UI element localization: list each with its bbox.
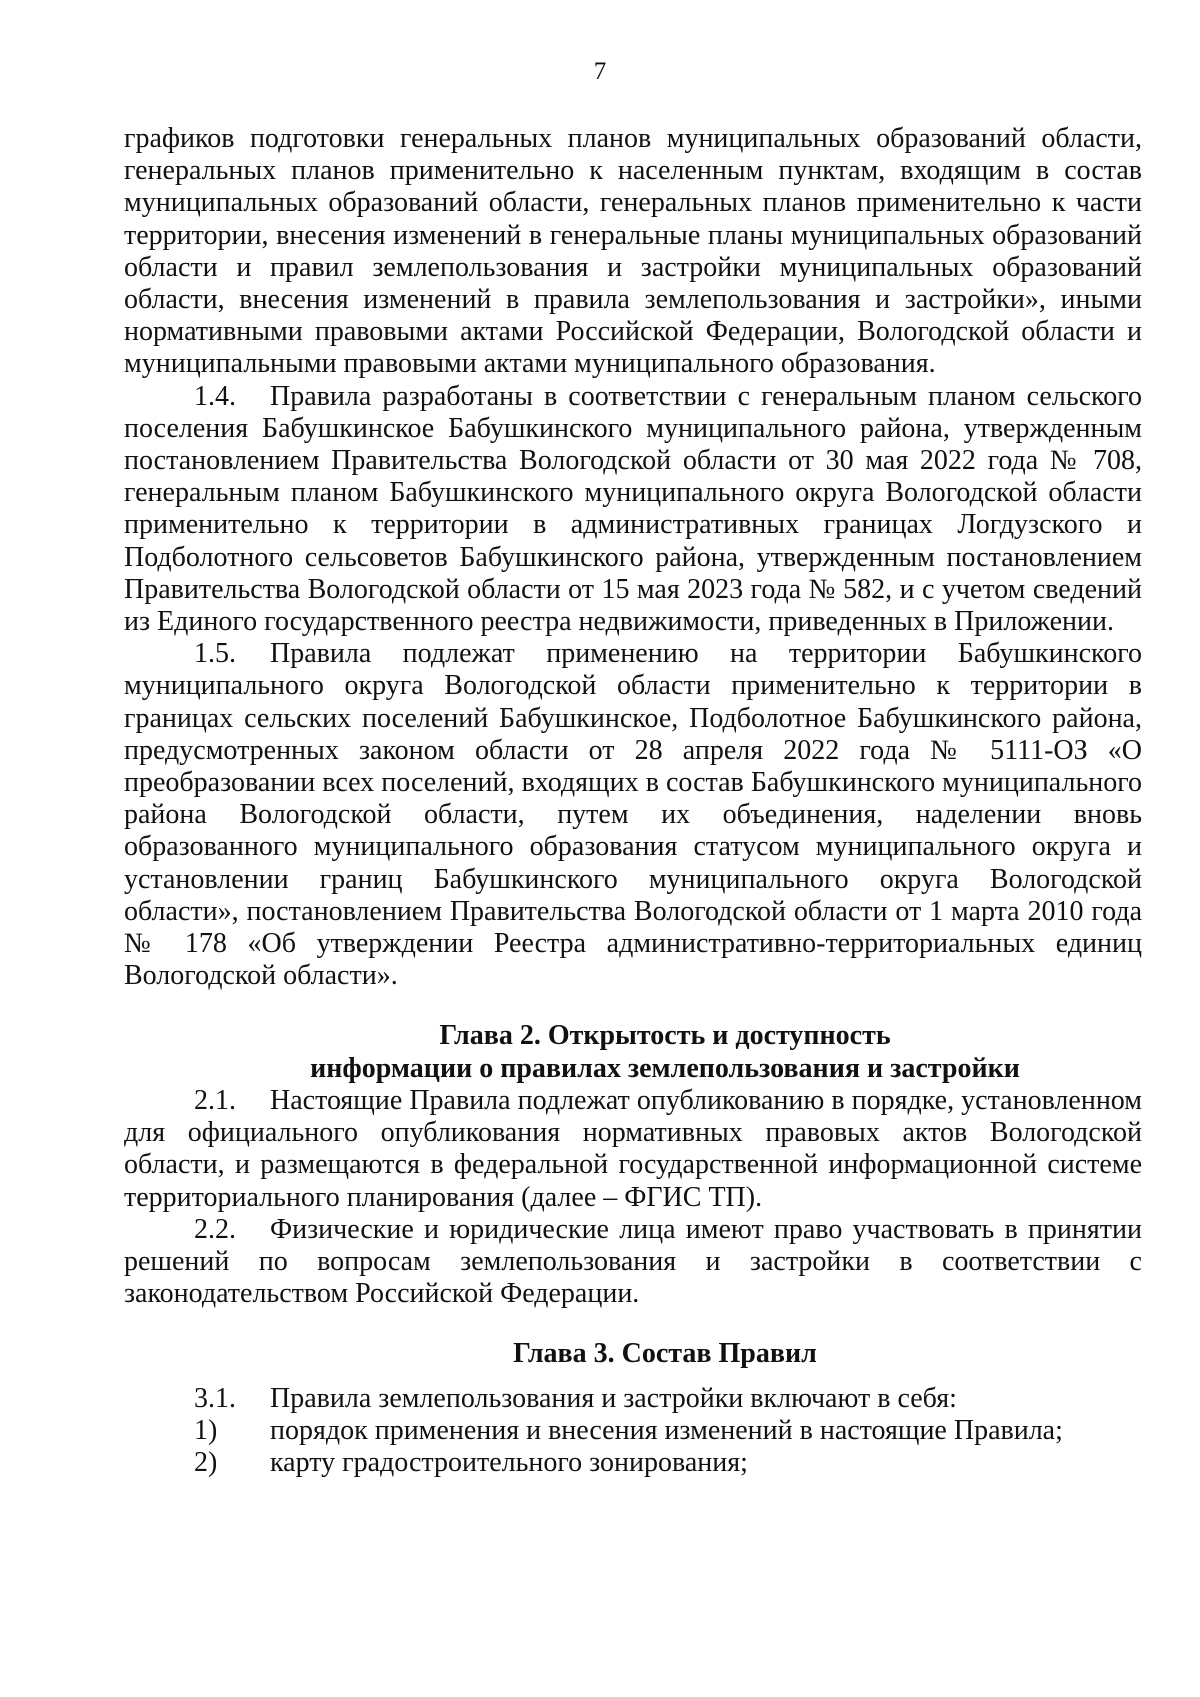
list-marker: 2) (194, 1446, 218, 1478)
chapter-2-heading (124, 1020, 1142, 1084)
chapter-3-heading: Глава 3. Состав Правил (513, 1338, 817, 1370)
page-number: 7 (593, 58, 607, 85)
paragraph-text: Настоящие Правила подлежат опубликованию в порядке, установленном для официального опубликования нормативных правовых актов Вологодской области, и размещаются в федеральной государственной информационной системе территориального планирования (далее – ФГИС ТП). (124, 1084, 1142, 1213)
list-item (124, 1415, 1142, 1447)
paragraph-number: 1.5. (194, 638, 236, 670)
list-item-text: карту градостроительного зонирования; (270, 1446, 748, 1478)
chapter-2-heading-line-2: информации о правилах землепользования и застройки (310, 1052, 1020, 1084)
paragraph-number: 1.4. (194, 380, 236, 412)
document-body (124, 123, 1142, 1479)
chapter-3-list (124, 1383, 1142, 1480)
paragraph-1-5 (124, 638, 1142, 992)
chapter-2-heading-line-1: Глава 2. Открытость и доступность (439, 1020, 891, 1052)
continuation-paragraph: графиков подготовки генеральных планов муниципальных образований области, генеральных планов применительно к населенным пунктам, входящим в состав муниципальных образований области, генеральных планов применительно к части территории, внесения изменений в генеральные планы муниципальных образований области и правил землепользования и застройки муниципальных образований области, внесения изменений в правила землепользования и застройки», иными нормативными правовыми актами Российской Федерации, Вологодской области и муниципальными правовыми актами муниципального образования. (124, 123, 1142, 380)
paragraph-number: 2.2. (194, 1213, 236, 1245)
paragraph-text: Физические и юридические лица имеют право участвовать в принятии решений по вопросам землепользования и застройки в соответствии с законодательством Российской Федерации. (124, 1213, 1142, 1310)
paragraph-number: 2.1. (194, 1084, 236, 1116)
paragraph-2-2 (124, 1214, 1142, 1311)
list-item (124, 1447, 1142, 1479)
paragraph-text: Правила разработаны в соответствии с генеральным планом сельского поселения Бабушкинское Бабушкинского муниципального района, утвержденным постановлением Правительства Вологодской области от 30 мая 2022 года № 708, генеральным планом Бабушкинского муниципального округа Вологодской области применительно к территории в административных границах Логдузского и Подболотного сельсоветов Бабушкинского района, утвержденным постановлением Правительства Вологодской области от 15 мая 2023 года № 582, и с учетом сведений из Единого государственного реестра недвижимости, приведенных в Приложении. (124, 380, 1142, 638)
paragraph-text: Правила землепользования и застройки включают в себя: (270, 1382, 957, 1414)
paragraph-2-1 (124, 1085, 1142, 1214)
paragraph-number: 3.1. (194, 1382, 236, 1414)
paragraph-3-1 (124, 1383, 1142, 1415)
paragraph-1-4 (124, 381, 1142, 639)
list-item-text: порядок применения и внесения изменений в настоящие Правила; (270, 1414, 1063, 1446)
paragraph-text: Правила подлежат применению на территории Бабушкинского муниципального округа Вологодской области применительно к территории в границах сельских поселений Бабушкинское, Подболотное Бабушкинского района, предусмотренных законом области от 28 апреля 2022 года № 5111-ОЗ «О преобразовании всех поселений, входящих в состав Бабушкинского муниципального района Вологодской области, путем их объединения, наделении вновь образованного муниципального образования статусом муниципального округа и установлении границ Бабушкинского муниципального округа Вологодской области», постановлением Правительства Вологодской области от 1 марта 2010 года № 178 «Об утверждении Реестра административно-территориальных единиц Вологодской области». (124, 638, 1142, 992)
list-marker: 1) (194, 1414, 218, 1446)
